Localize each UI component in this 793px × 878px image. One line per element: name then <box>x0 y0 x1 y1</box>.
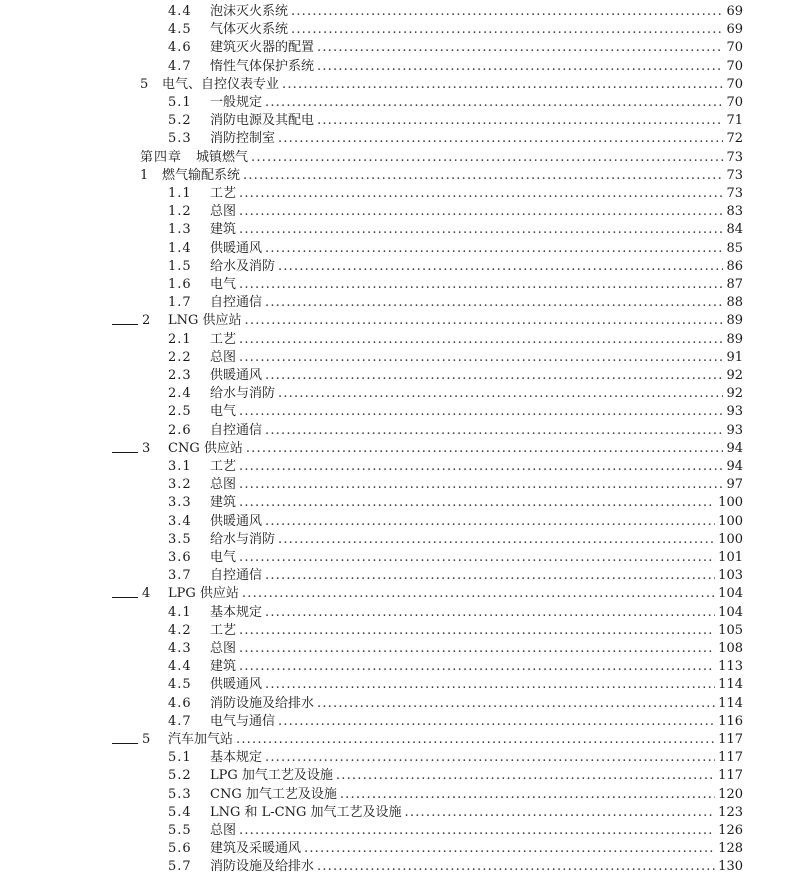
toc-entry-title: 惰性气体保护系统 <box>210 58 315 74</box>
toc-entry-title: 自控通信 <box>210 295 263 311</box>
toc-entry-number: 3.3 <box>168 495 192 511</box>
toc-entry-title: 建筑灭火器的配置 <box>210 40 315 56</box>
toc-entry-title: 给水及消防 <box>210 258 276 274</box>
toc-entry-number: 4.7 <box>168 58 192 74</box>
dot-leader <box>239 276 723 294</box>
toc-entry-number: 3.6 <box>168 550 192 565</box>
dot-leader <box>243 167 723 185</box>
toc-entry-title: 工艺 <box>210 331 237 347</box>
toc-entry-number: 3.5 <box>168 531 192 547</box>
toc-entry[interactable] <box>0 513 793 531</box>
toc-entry-title: 电气、自控仪表专业 <box>162 76 280 92</box>
toc-entry-page: 83 <box>726 204 743 220</box>
toc-entry-number: 3.1 <box>168 459 192 474</box>
toc-entry-number: 4.6 <box>168 695 192 711</box>
toc-entry-number: 4.1 <box>168 604 192 620</box>
dot-leader <box>278 385 723 403</box>
dot-leader <box>265 240 723 258</box>
toc-entry-page: 70 <box>726 76 743 92</box>
toc-entry[interactable] <box>0 331 793 349</box>
dot-leader <box>317 39 723 57</box>
toc-entry-number: 5.1 <box>168 750 192 766</box>
toc-entry-page: 87 <box>726 277 743 292</box>
dot-leader <box>317 58 723 76</box>
dot-leader <box>246 440 724 458</box>
toc-entry-title: 总图 <box>210 477 237 493</box>
toc-entry-page: 126 <box>718 823 743 838</box>
dot-leader <box>265 567 715 585</box>
toc-entry-number: 4 <box>142 586 152 602</box>
toc-entry-title: 消防设施及给排水 <box>210 695 315 711</box>
toc-entry-page: 89 <box>726 313 743 329</box>
toc-entry[interactable] <box>0 294 793 312</box>
toc-entry-number: 2.4 <box>168 386 192 402</box>
toc-entry-number: 5.4 <box>168 804 192 820</box>
dot-leader <box>278 258 723 276</box>
toc-entry-page: 73 <box>726 149 743 165</box>
toc-entry-page: 117 <box>718 750 743 766</box>
dot-leader <box>245 312 724 330</box>
toc-entry-title: 供暖通风 <box>210 677 263 693</box>
toc-entry-page: 120 <box>718 786 743 802</box>
toc-entry-number: 4.7 <box>168 713 192 729</box>
dot-leader <box>239 476 723 494</box>
toc-entry-page: 93 <box>726 404 743 420</box>
toc-entry-page: 117 <box>718 768 743 784</box>
toc-entry-title: 给水与消防 <box>210 531 276 547</box>
toc-entry[interactable] <box>0 458 793 476</box>
toc-entry[interactable] <box>0 622 793 640</box>
toc-entry-page: 93 <box>726 422 743 438</box>
toc-entry-page: 94 <box>726 440 743 456</box>
toc-entry-title: 消防设施及给排水 <box>210 859 315 875</box>
toc-entry-number: 2.1 <box>168 331 192 347</box>
dot-leader <box>239 203 723 221</box>
toc-entry[interactable] <box>0 549 793 567</box>
toc-entry-title: 基本规定 <box>210 604 263 620</box>
toc-entry-number: 2.5 <box>168 404 192 420</box>
toc-entry-number: 5.2 <box>168 113 192 129</box>
toc-entry[interactable] <box>0 422 793 440</box>
toc-entry[interactable] <box>0 130 793 148</box>
toc-entry-title: 总图 <box>210 204 237 220</box>
dot-leader <box>291 21 723 39</box>
toc-entry[interactable] <box>0 240 793 258</box>
dot-leader <box>242 585 715 603</box>
toc-entry[interactable] <box>0 21 793 39</box>
toc-entry-page: 105 <box>718 622 743 638</box>
underline-mark <box>112 585 138 598</box>
toc-entry-title: LNG 和 L-CNG 加气工艺及设施 <box>210 804 402 820</box>
toc-entry-page: 108 <box>718 641 743 656</box>
toc-entry-title: 给水与消防 <box>210 386 276 402</box>
toc-entry-number: 2.3 <box>168 368 192 383</box>
toc-entry-page: 94 <box>726 459 743 474</box>
toc-entry[interactable] <box>0 494 793 512</box>
toc-entry-title: 电气 <box>210 550 237 565</box>
toc-entry-page: 103 <box>718 568 743 584</box>
toc-entry[interactable] <box>0 604 793 622</box>
toc-entry-number: 5.2 <box>168 768 192 784</box>
dot-leader <box>278 713 715 731</box>
toc-entry[interactable] <box>0 349 793 367</box>
toc-entry-page: 72 <box>726 131 743 147</box>
toc-entry[interactable] <box>0 531 793 549</box>
toc-entry-title: 电气 <box>210 277 237 292</box>
toc-entry-page: 97 <box>726 477 743 493</box>
toc-entry-title: 建筑 <box>210 659 237 675</box>
toc-entry-number: 4.5 <box>168 677 192 693</box>
dot-leader <box>265 513 715 531</box>
dot-leader <box>239 349 723 367</box>
toc-entry[interactable] <box>0 640 793 658</box>
toc-entry[interactable] <box>0 203 793 221</box>
toc-entry-title: 自控通信 <box>210 568 263 584</box>
dot-leader <box>239 549 715 567</box>
toc-entry-page: 100 <box>718 531 743 547</box>
toc-entry-title: 建筑 <box>210 222 237 238</box>
toc-entry[interactable] <box>0 676 793 694</box>
toc-entry[interactable] <box>0 822 793 840</box>
toc-entry-page: 73 <box>726 167 743 183</box>
toc-entry-page: 104 <box>718 604 743 620</box>
toc-entry-page: 92 <box>726 386 743 402</box>
toc-entry-title: 一般规定 <box>210 95 263 110</box>
toc-entry-page: 71 <box>726 113 743 129</box>
toc-entry-page: 123 <box>718 804 743 820</box>
toc-entry-number: 4.5 <box>168 22 192 38</box>
toc-entry-number: 2.6 <box>168 422 192 438</box>
dot-leader <box>317 112 723 130</box>
toc-entry-title: 泡沫灭火系统 <box>210 4 289 19</box>
toc-entry-title: 城镇燃气 <box>196 149 249 165</box>
toc-entry-title: 供暖通风 <box>210 240 263 256</box>
dot-leader <box>239 494 715 512</box>
toc-entry-number: 4.4 <box>168 659 192 675</box>
dot-leader <box>239 622 715 640</box>
toc-entry[interactable] <box>0 476 793 494</box>
toc-entry-page: 116 <box>718 713 743 729</box>
toc-entry-page: 70 <box>726 40 743 56</box>
toc-entry-title: 工艺 <box>210 622 237 638</box>
toc-entry-page: 100 <box>718 495 743 511</box>
toc-entry[interactable] <box>0 786 793 804</box>
dot-leader <box>278 531 715 549</box>
toc-entry[interactable] <box>0 185 793 203</box>
toc-entry-number: 5.6 <box>168 841 192 857</box>
toc-entry-page: 117 <box>718 732 743 747</box>
toc-entry-title: 建筑 <box>210 495 237 511</box>
toc-entry-number: 1.7 <box>168 295 192 311</box>
toc-entry-title: 燃气输配系统 <box>162 167 241 183</box>
dot-leader <box>336 767 715 785</box>
dot-leader <box>265 422 723 440</box>
toc-entry-number: 3 <box>142 440 152 456</box>
toc-entry-title: 消防控制室 <box>210 131 276 147</box>
toc-entry-title: 汽车加气站 <box>168 732 234 747</box>
toc-entry-number: 3.2 <box>168 477 192 493</box>
toc-entry-number: 3.4 <box>168 513 192 529</box>
toc-entry-page: 69 <box>726 4 743 19</box>
dot-leader <box>239 185 723 203</box>
toc-entry-title: 总图 <box>210 641 237 656</box>
dot-leader <box>340 786 715 804</box>
dot-leader <box>239 331 723 349</box>
toc-entry[interactable] <box>0 713 793 731</box>
toc-entry-title: 总图 <box>210 823 237 838</box>
toc-entry-number: 5.3 <box>168 131 192 147</box>
toc-entry[interactable] <box>0 658 793 676</box>
toc-entry-page: 88 <box>726 295 743 311</box>
toc-entry-page: 114 <box>718 695 743 711</box>
toc-entry-page: 114 <box>718 677 743 693</box>
toc-entry-number: 第四章 <box>140 149 183 165</box>
toc-entry-page: 130 <box>718 859 743 875</box>
toc-entry[interactable] <box>0 258 793 276</box>
toc-entry[interactable] <box>0 749 793 767</box>
toc-entry[interactable] <box>0 858 793 876</box>
toc-entry[interactable] <box>0 312 793 330</box>
toc-entry-page: 69 <box>726 22 743 38</box>
toc-entry-page: 104 <box>718 586 743 602</box>
toc-entry-page: 113 <box>718 659 743 675</box>
toc-entry-number: 1.2 <box>168 204 192 220</box>
toc-entry[interactable] <box>0 167 793 185</box>
underline-mark <box>112 731 138 744</box>
toc-entry[interactable] <box>0 367 793 385</box>
toc-entry-page: 100 <box>718 513 743 529</box>
toc-entry-number: 4.2 <box>168 622 192 638</box>
toc-entry-number: 2.2 <box>168 349 192 365</box>
toc-entry-page: 101 <box>718 550 743 565</box>
toc-entry-title: 总图 <box>210 349 237 365</box>
dot-leader <box>239 458 723 476</box>
toc-entry-title: 基本规定 <box>210 750 263 766</box>
toc-entry-number: 5.1 <box>168 95 192 110</box>
toc-entry-title: 电气 <box>210 404 237 420</box>
toc-entry-title: 供暖通风 <box>210 368 263 383</box>
toc-entry[interactable] <box>0 804 793 822</box>
toc-entry-number: 3.7 <box>168 568 192 584</box>
toc-entry-number: 5 <box>140 76 150 92</box>
toc-entry-title: 建筑及采暖通风 <box>210 841 302 857</box>
dot-leader <box>291 3 723 21</box>
toc-entry-number: 1.3 <box>168 222 192 238</box>
toc-entry[interactable] <box>0 695 793 713</box>
dot-leader <box>265 749 715 767</box>
toc-entry-number: 5.7 <box>168 859 192 875</box>
dot-leader <box>239 658 715 676</box>
dot-leader <box>282 76 723 94</box>
toc-entry-page: 91 <box>726 349 743 365</box>
toc-entry-title: LNG 供应站 <box>168 313 242 329</box>
toc-entry[interactable] <box>0 3 793 21</box>
underline-mark <box>112 312 138 325</box>
toc-entry-page: 85 <box>726 240 743 256</box>
toc-entry-title: 电气与通信 <box>210 713 276 729</box>
toc-entry-page: 86 <box>726 258 743 274</box>
toc-entry-page: 84 <box>726 222 743 238</box>
toc-entry[interactable] <box>0 39 793 57</box>
toc-entry-title: CNG 供应站 <box>168 440 243 456</box>
toc-entry-number: 5.3 <box>168 786 192 802</box>
toc-entry-page: 70 <box>726 58 743 74</box>
toc-entry-number: 5.5 <box>168 823 192 838</box>
toc-entry[interactable] <box>0 149 793 167</box>
toc-entry[interactable] <box>0 567 793 585</box>
toc-entry-title: 气体灭火系统 <box>210 22 289 38</box>
toc-entry-page: 92 <box>726 368 743 383</box>
dot-leader <box>265 604 715 622</box>
dot-leader <box>265 676 715 694</box>
dot-leader <box>251 149 723 167</box>
toc-entry[interactable] <box>0 276 793 294</box>
dot-leader <box>239 640 715 658</box>
dot-leader <box>278 130 723 148</box>
toc-entry-title: LPG 供应站 <box>168 586 239 602</box>
dot-leader <box>405 804 716 822</box>
dot-leader <box>317 858 715 876</box>
toc-entry[interactable] <box>0 731 793 749</box>
toc-entry-number: 1 <box>140 167 150 183</box>
toc-entry-title: 工艺 <box>210 186 237 201</box>
toc-entry[interactable] <box>0 112 793 130</box>
dot-leader <box>317 695 715 713</box>
toc-entry-number: 4.6 <box>168 40 192 56</box>
dot-leader <box>239 221 723 239</box>
dot-leader <box>304 840 715 858</box>
toc-entry-page: 70 <box>726 95 743 110</box>
toc-entry-page: 128 <box>718 841 743 857</box>
toc-entry[interactable] <box>0 94 793 112</box>
dot-leader <box>265 367 723 385</box>
toc-entry[interactable] <box>0 585 793 603</box>
toc-entry-title: 消防电源及其配电 <box>210 113 315 129</box>
toc-entry-title: CNG 加气工艺及设施 <box>210 786 337 802</box>
toc-entry-number: 1.1 <box>168 186 192 201</box>
toc-entry-number: 4.3 <box>168 641 192 656</box>
toc-entry[interactable] <box>0 403 793 421</box>
dot-leader <box>265 294 723 312</box>
toc-entry-title: 自控通信 <box>210 422 263 438</box>
underline-mark <box>112 440 138 453</box>
toc-entry-page: 73 <box>726 186 743 201</box>
toc-entry[interactable] <box>0 76 793 94</box>
toc-entry-title: 工艺 <box>210 459 237 474</box>
toc-entry[interactable] <box>0 58 793 76</box>
dot-leader <box>265 94 723 112</box>
toc-entry-page: 89 <box>726 331 743 347</box>
dot-leader <box>239 403 723 421</box>
dot-leader <box>236 731 715 749</box>
toc-entry-title: 供暖通风 <box>210 513 263 529</box>
toc-entry-number: 1.4 <box>168 240 192 256</box>
toc-entry-title: LPG 加气工艺及设施 <box>210 768 333 784</box>
toc-entry-number: 1.5 <box>168 258 192 274</box>
toc-entry[interactable] <box>0 221 793 239</box>
toc-entry[interactable] <box>0 840 793 858</box>
toc-entry-number: 5 <box>142 732 152 747</box>
toc-entry-number: 1.6 <box>168 277 192 292</box>
toc-entry[interactable] <box>0 385 793 403</box>
dot-leader <box>239 822 715 840</box>
toc-entry[interactable] <box>0 767 793 785</box>
toc-entry-number: 4.4 <box>168 4 192 19</box>
toc-entry[interactable] <box>0 440 793 458</box>
toc-entry-number: 2 <box>142 313 152 329</box>
